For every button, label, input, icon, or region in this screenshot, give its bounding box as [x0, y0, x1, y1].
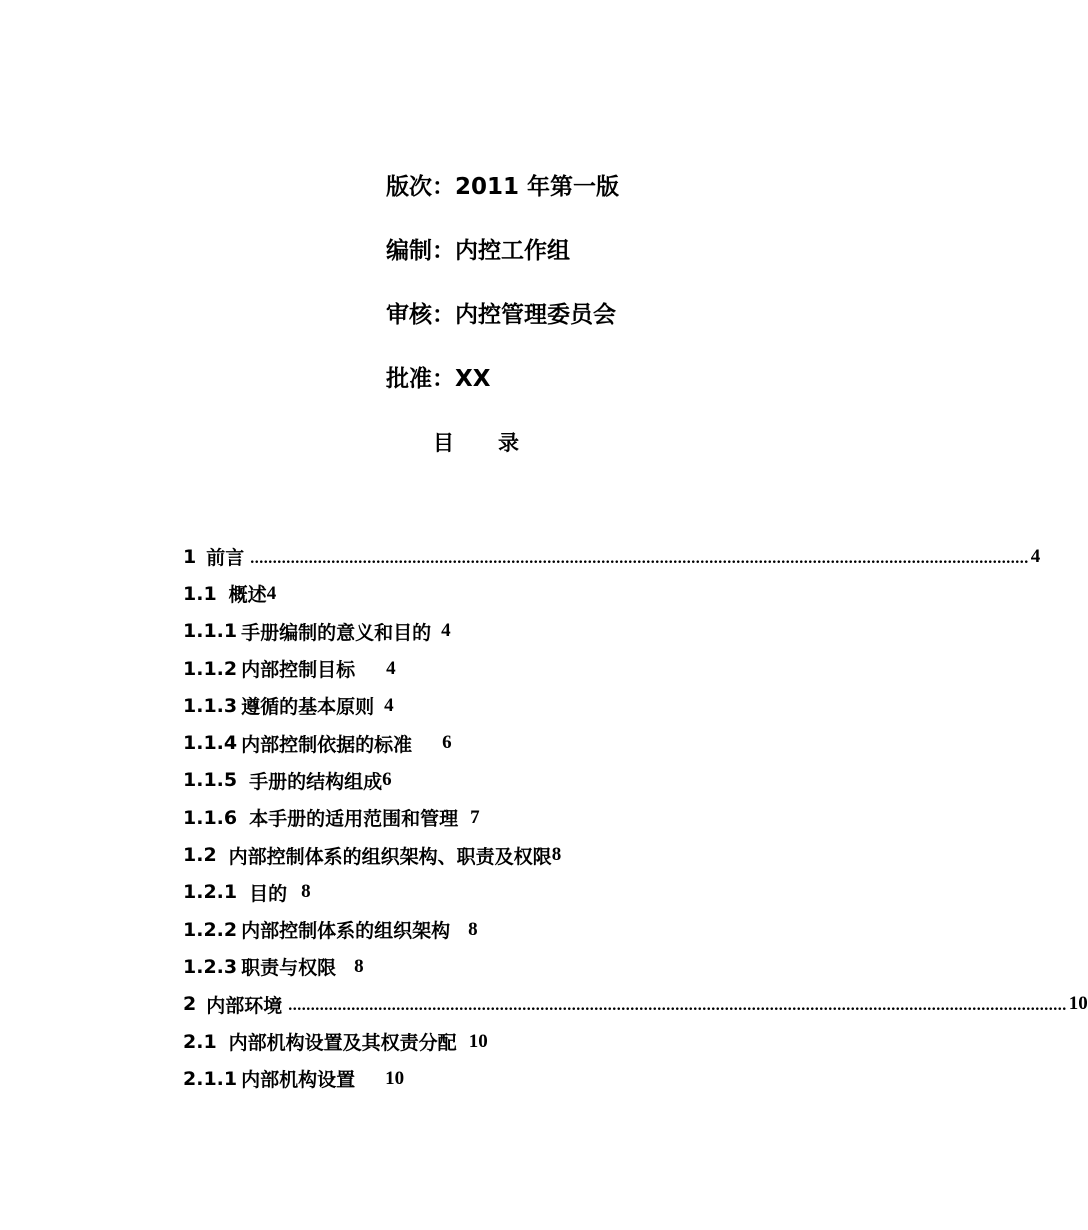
toc-entry-1-2-3[interactable]	[183, 948, 845, 985]
toc-entry-title: 内部机构设置及其权责分配	[228, 1032, 457, 1054]
toc-entry-number: 1.1	[183, 582, 217, 605]
toc-entry-number: 1.1.2	[183, 657, 238, 680]
toc-entry-number: 2.1	[183, 1030, 217, 1053]
toc-entry-number: 1.2.3	[183, 955, 238, 978]
toc-entry-title: 内部环境	[206, 994, 283, 1017]
toc-heading-char-2: 录	[498, 431, 519, 455]
toc-entry-title: 职责与权限	[241, 957, 337, 980]
toc-entry-page: 8	[551, 844, 562, 866]
toc-entry-page: 4	[266, 582, 277, 604]
table-of-contents	[183, 538, 1088, 1097]
edition-line: 版次：2011 年第一版	[386, 174, 620, 200]
toc-entry-page: 8	[354, 955, 364, 977]
toc-entry-page: 6	[442, 732, 452, 754]
toc-entry-2-1-1[interactable]	[183, 1060, 845, 1097]
toc-entry-2[interactable]	[183, 986, 1088, 1023]
toc-entry-1-1-5[interactable]	[183, 762, 845, 799]
toc-entry-title: 目的	[249, 882, 288, 905]
toc-entry-page: 4	[386, 657, 396, 679]
dot-leader: .............................................................................................................................................................................	[288, 997, 1067, 1015]
toc-entry-title: 前言	[206, 547, 245, 570]
toc-entry-1[interactable]	[183, 538, 1041, 575]
toc-entry-number: 1	[183, 545, 197, 568]
toc-entry-title: 内部机构设置	[241, 1069, 356, 1092]
toc-entry-page: 7	[470, 806, 480, 828]
toc-entry-1-2-2[interactable]	[183, 911, 845, 948]
reviewer-line: 审核：内控管理委员会	[386, 302, 616, 328]
toc-entry-2-1[interactable]	[183, 1023, 845, 1060]
toc-entry-title: 内部控制体系的组织架构、职责及权限	[228, 845, 552, 868]
dot-leader: .............................................................................................................................................................................	[250, 549, 1029, 567]
toc-entry-1-1[interactable]	[183, 575, 845, 612]
toc-entry-1-2[interactable]	[183, 836, 845, 873]
toc-entry-title: 遵循的基本原则	[241, 696, 375, 719]
toc-entry-1-1-4[interactable]	[183, 724, 845, 761]
toc-entry-title: 概述	[228, 584, 267, 607]
toc-heading-char-1: 目	[433, 431, 454, 455]
toc-entry-1-1-1[interactable]	[183, 613, 845, 650]
toc-entry-number: 1.1.5	[183, 769, 238, 792]
toc-entry-1-2-1[interactable]	[183, 874, 845, 911]
toc-entry-number: 1.1.4	[183, 732, 238, 755]
toc-entry-1-1-6[interactable]	[183, 799, 845, 836]
toc-entry-page: 4	[441, 620, 451, 642]
toc-entry-1-1-2[interactable]	[183, 650, 845, 687]
toc-entry-page: 10	[1068, 993, 1088, 1015]
toc-entry-page: 4	[384, 694, 394, 716]
toc-entry-number: 1.1.6	[183, 806, 238, 829]
toc-entry-page: 10	[468, 1030, 488, 1052]
toc-entry-title: 内部控制体系的组织架构	[241, 920, 451, 943]
toc-entry-number: 1.2.2	[183, 918, 238, 941]
compiler-line: 编制：内控工作组	[386, 238, 570, 264]
toc-entry-number: 1.2	[183, 844, 217, 867]
toc-entry-title: 本手册的适用范围和管理	[249, 808, 459, 831]
toc-entry-number: 2.1.1	[183, 1067, 238, 1090]
toc-entry-title: 手册的结构组成	[249, 770, 383, 793]
toc-entry-number: 1.1.1	[183, 620, 238, 643]
toc-entry-number: 2	[183, 993, 197, 1016]
toc-heading	[433, 429, 519, 457]
toc-entry-title: 内部控制目标	[241, 659, 356, 682]
toc-entry-page: 6	[382, 769, 392, 791]
toc-entry-number: 1.1.3	[183, 694, 238, 717]
toc-entry-title: 内部控制依据的标准	[241, 733, 413, 756]
toc-entry-page: 4	[1030, 545, 1041, 567]
toc-entry-number: 1.2.1	[183, 881, 238, 904]
toc-entry-page: 10	[385, 1067, 405, 1089]
toc-entry-title: 手册编制的意义和目的	[241, 621, 432, 644]
toc-entry-page: 8	[301, 881, 311, 903]
approver-line: 批准：XX	[386, 366, 491, 392]
toc-entry-1-1-3[interactable]	[183, 687, 845, 724]
toc-entry-page: 8	[468, 918, 478, 940]
